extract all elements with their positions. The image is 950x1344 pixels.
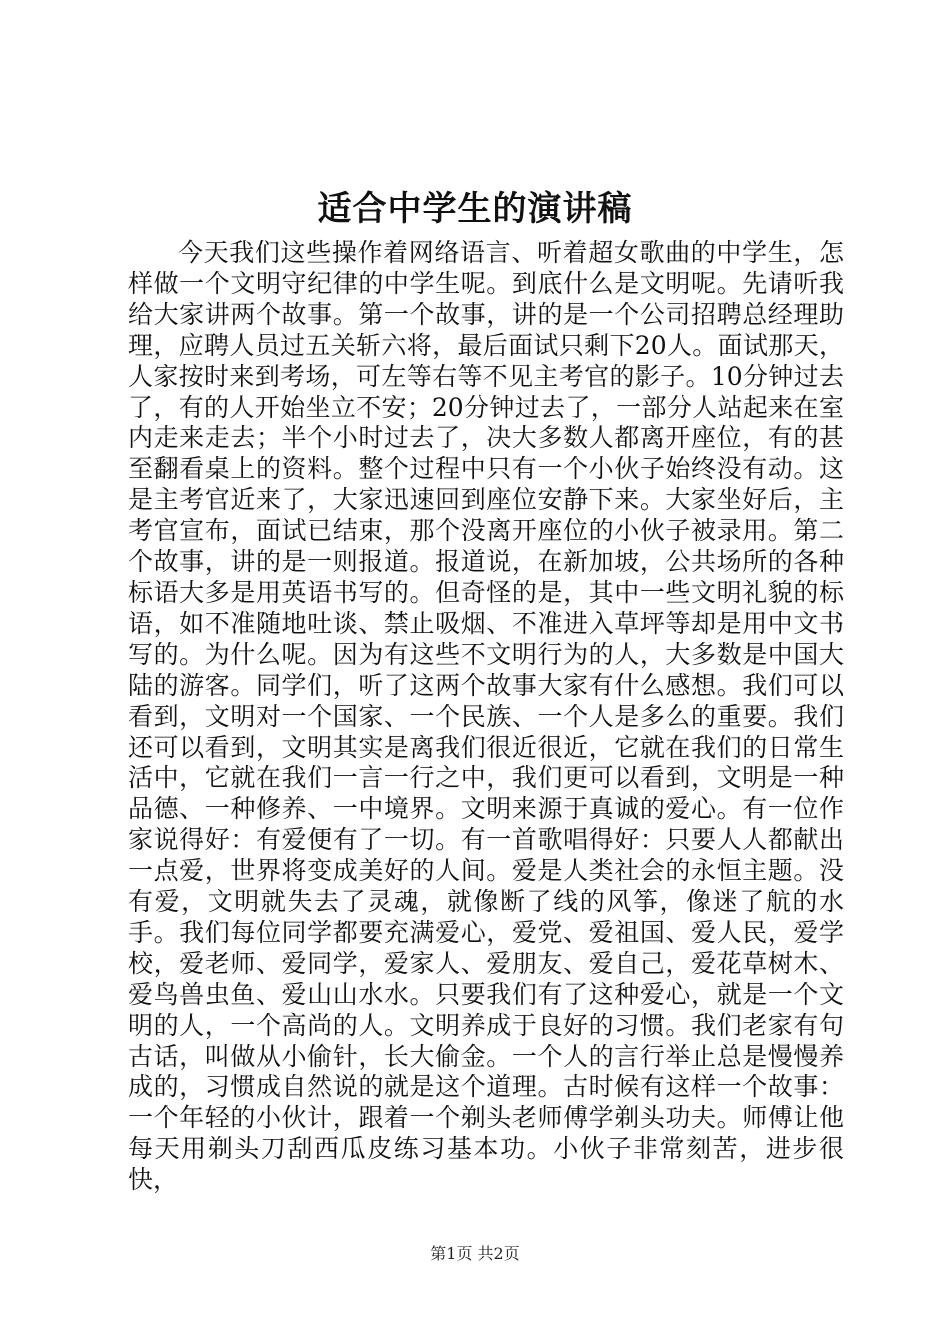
document-body-paragraph: 今天我们这些操作着网络语言、听着超女歌曲的中学生，怎样做一个文明守纪律的中学生呢。到底什么是文明呢。先请听我给大家讲两个故事。第一个故事，讲的是一个公司招聘总经理助理，应聘人员过五关斩六将，最后面试只剩下20人。面试那天，人家按时来到考场，可左等右等不见主考官的影子。10分钟过去了，有的人开始坐立不安；20分钟过去了，一部分人站起来在室内走来走去；半个小时过去了，决大多数人都离开座位，有的甚至翻看桌上的资料。整个过程中只有一个小伙子始终没有动。这是主考官近来了，大家迅速回到座位安静下来。大家坐好后，主考官宣布，面试已结束，那个没离开座位的小伙子被录用。第二个故事，讲的是一则报道。报道说，在新加坡，公共场所的各种标语大多是用英语书写的。但奇怪的是，其中一些文明礼貌的标语，如不准随地吐谈、禁止吸烟、不准进入草坪等却是用中文书写的。为什么呢。因为有这些不文明行为的人，大多数是中国大陆的游客。同学们，听了这两个故事大家有什么感想。我们可以看到，文明对一个国家、一个民族、一个人是多么的重要。我们还可以看到，文明其实是离我们很近很近，它就在我们的日常生活中，它就在我们一言一行之中，我们更可以看到，文明是一种品德、一种修养、一中境界。文明来源于真诚的爱心。有一位作家说得好：有爱便有了一切。有一首歌唱得好：只要人人都献出一点爱，世界将变成美好的人间。爱是人类社会的永恒主题。没有爱，文明就失去了灵魂，就像断了线的风筝，像迷了航的水手。我们每位同学都要充满爱心，爱党、爱祖国、爱人民，爱学校，爱老师、爱同学，爱家人、爱朋友、爱自己，爱花草树木、爱鸟兽虫鱼、爱山山水水。只要我们有了这种爱心，就是一个文明的人，一个高尚的人。文明养成于良好的习惯。我们老家有句古话，叫做从小偷针，长大偷金。一个人的言行举止总是慢慢养成的，习惯成自然说的就是这个道理。古时候有这样一个故事：一个年轻的小伙计，跟着一个剃头老师傅学剃头功夫。师傅让他每天用剃头刀刮西瓜皮练习基本功。小伙子非常刻苦，进步很快， [128,238,844,1195]
document-title: 适合中学生的演讲稿 [317,189,633,229]
page-number-footer: 第1页 共2页 [430,1244,520,1263]
